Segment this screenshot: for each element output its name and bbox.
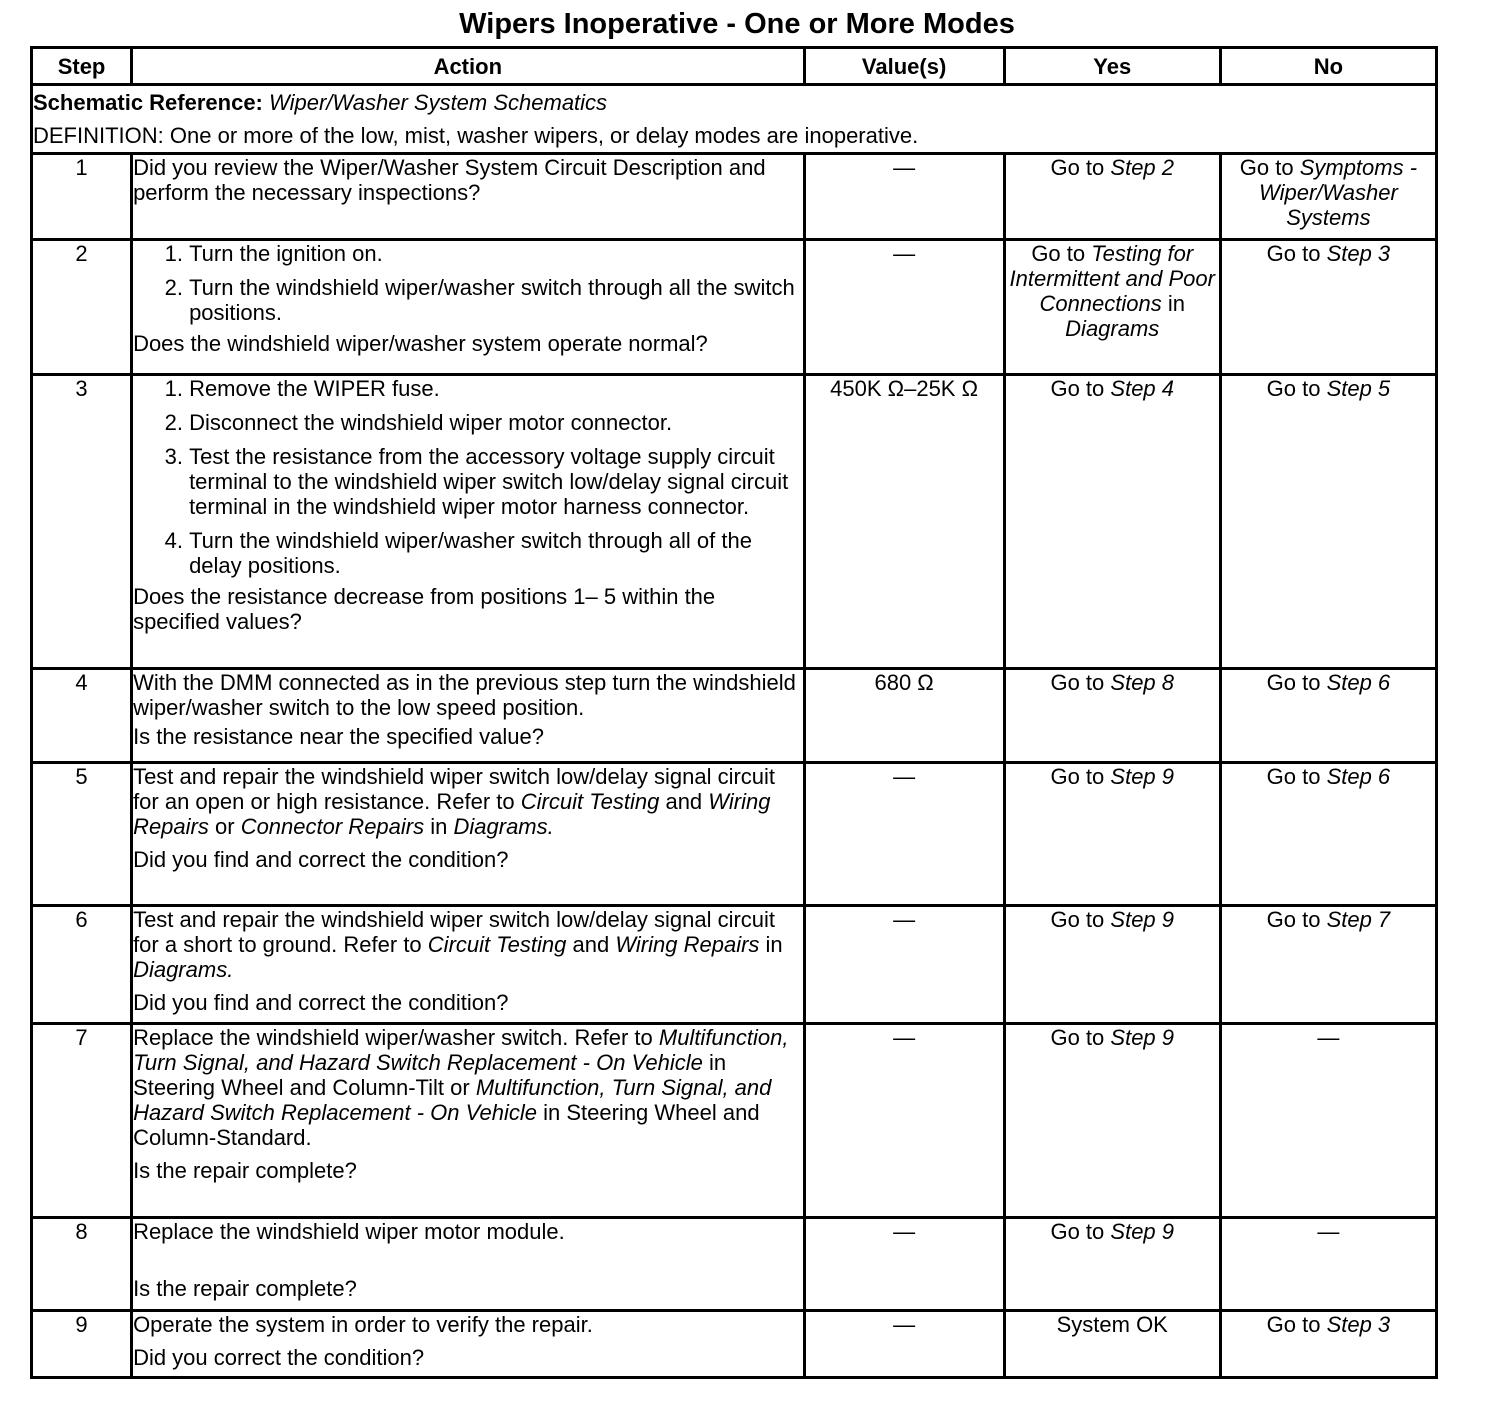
switch-replacement-link[interactable]: Multifunction, Turn Signal, and Hazard Switch Replacement - On Vehicle	[133, 1075, 772, 1125]
connector-repairs-link[interactable]: Connector Repairs	[240, 814, 425, 839]
substep-list	[133, 241, 802, 325]
step-number: 1	[32, 154, 132, 240]
go-to-text: Go to	[1266, 907, 1321, 932]
action-question: Is the repair complete?	[133, 1276, 357, 1301]
step-value: —	[804, 1024, 1004, 1218]
step-number: 6	[32, 906, 132, 1024]
go-to-text: Go to	[1031, 241, 1086, 266]
table-row	[32, 240, 1437, 375]
no-link[interactable]: Step 5	[1326, 376, 1391, 401]
table-row	[32, 1311, 1437, 1378]
step-value: —	[804, 240, 1004, 375]
step-action	[132, 669, 804, 763]
substep-item: 1. Remove the WIPER fuse.	[189, 376, 802, 401]
table-row	[32, 1024, 1437, 1218]
yes-link[interactable]: Step 9	[1110, 1219, 1175, 1244]
step-no	[1220, 906, 1436, 1024]
step-number: 7	[32, 1024, 132, 1218]
definition-text: DEFINITION: One or more of the low, mist, washer wipers, or delay modes are inoperative.	[33, 123, 919, 148]
substep-item: 2. Disconnect the windshield wiper motor connector.	[189, 410, 802, 435]
action-text: Operate the system in order to verify the repair.	[133, 1312, 593, 1337]
go-to-text: Go to	[1050, 907, 1105, 932]
yes-link[interactable]: Step 9	[1110, 907, 1175, 932]
wiring-repairs-link[interactable]: Wiring Repairs	[615, 932, 760, 957]
action-text-part: in Steering Wheel and Column-Standard.	[133, 1100, 760, 1150]
action-question: Is the resistance near the specified value?	[133, 724, 544, 749]
yes-link[interactable]: Step 4	[1110, 376, 1175, 401]
diagrams-link[interactable]: Diagrams.	[133, 957, 234, 982]
action-text-part: and	[572, 932, 610, 957]
step-value: —	[804, 154, 1004, 240]
substep-item: 2. Turn the windshield wiper/washer switch through all the switch positions.	[189, 275, 802, 325]
action-text: Replace the windshield wiper motor module.	[133, 1219, 565, 1244]
reference-row	[32, 85, 1437, 154]
step-yes	[1004, 154, 1220, 240]
action-text	[133, 1025, 802, 1150]
diagnostic-table	[30, 46, 1438, 1379]
circuit-testing-link[interactable]: Circuit Testing	[427, 932, 567, 957]
schematic-reference-label: Schematic Reference:	[33, 90, 263, 115]
no-link[interactable]: Step 7	[1326, 907, 1391, 932]
step-no	[1220, 669, 1436, 763]
step-number: 9	[32, 1311, 132, 1378]
yes-link[interactable]: Testing for Intermittent and Poor Connections	[1009, 241, 1215, 316]
step-number: 5	[32, 763, 132, 906]
action-text-part: and	[665, 789, 703, 814]
no-link[interactable]: Step 3	[1326, 241, 1391, 266]
step-value: —	[804, 1218, 1004, 1311]
go-to-text: Go to	[1050, 764, 1105, 789]
action-text-part: Test and repair the windshield wiper switch low/delay signal circuit for an open or high resistance. Refer to	[133, 764, 776, 814]
action-text: Did you review the Wiper/Washer System Circuit Description and perform the necessary inspections?	[133, 155, 766, 205]
wiring-repairs-link[interactable]: Wiring Repairs	[133, 789, 771, 839]
action-text-part: Test and repair the windshield wiper switch low/delay signal circuit for a short to ground. Refer to	[133, 907, 776, 957]
substep-list	[133, 376, 802, 578]
step-value: 680 Ω	[804, 669, 1004, 763]
no-link[interactable]: Step 3	[1326, 1312, 1391, 1337]
schematic-reference	[33, 86, 1435, 119]
go-to-text: Go to	[1266, 670, 1321, 695]
action-text-part: Replace the windshield wiper/washer switch. Refer to	[133, 1025, 653, 1050]
table-row	[32, 763, 1437, 906]
action-text	[133, 764, 802, 839]
step-no: —	[1220, 1218, 1436, 1311]
action-question: Did you find and correct the condition?	[133, 990, 509, 1015]
in-text: in	[1167, 291, 1186, 316]
step-value: —	[804, 906, 1004, 1024]
header-no: No	[1220, 48, 1436, 85]
step-no	[1220, 240, 1436, 375]
header-yes: Yes	[1004, 48, 1220, 85]
substep-item: 4. Turn the windshield wiper/washer switch through all of the delay positions.	[189, 528, 802, 578]
switch-replacement-link[interactable]: Multifunction, Turn Signal, and Hazard Switch Replacement - On Vehicle	[133, 1025, 789, 1075]
no-link[interactable]: Step 6	[1326, 764, 1391, 789]
page-title: Wipers Inoperative - One or More Modes	[459, 8, 1015, 40]
header-row	[32, 48, 1437, 85]
step-no	[1220, 154, 1436, 240]
yes-link[interactable]: Step 9	[1110, 764, 1175, 789]
step-yes	[1004, 669, 1220, 763]
substep-item: 1. Turn the ignition on.	[189, 241, 802, 266]
action-text: With the DMM connected as in the previous step turn the windshield wiper/washer switch to the low speed position.	[133, 670, 796, 720]
step-number: 3	[32, 375, 132, 669]
step-action	[132, 1218, 804, 1311]
action-question: Did you find and correct the condition?	[133, 847, 509, 872]
step-value: 450K Ω–25K Ω	[804, 375, 1004, 669]
step-number: 2	[32, 240, 132, 375]
step-yes	[1004, 1024, 1220, 1218]
no-link[interactable]: Symptoms - Wiper/Washer Systems	[1259, 155, 1418, 230]
step-no: —	[1220, 1024, 1436, 1218]
header-values: Value(s)	[804, 48, 1004, 85]
table-row	[32, 375, 1437, 669]
step-no	[1220, 375, 1436, 669]
table-row	[32, 906, 1437, 1024]
circuit-testing-link[interactable]: Circuit Testing	[520, 789, 660, 814]
diagrams-link[interactable]: Diagrams.	[453, 814, 554, 839]
step-no	[1220, 763, 1436, 906]
go-to-text: Go to	[1266, 764, 1321, 789]
step-yes	[1004, 763, 1220, 906]
table-row	[32, 1218, 1437, 1311]
step-action	[132, 240, 804, 375]
step-action	[132, 906, 804, 1024]
yes-link[interactable]: Step 2	[1110, 155, 1175, 180]
go-to-text: Go to	[1050, 670, 1105, 695]
yes-link[interactable]: Step 9	[1110, 1025, 1175, 1050]
go-to-text: Go to	[1266, 241, 1321, 266]
step-yes	[1004, 906, 1220, 1024]
yes-link-location[interactable]: Diagrams	[1065, 316, 1160, 341]
step-value: —	[804, 1311, 1004, 1378]
step-yes	[1004, 1218, 1220, 1311]
step-yes	[1004, 240, 1220, 375]
yes-link[interactable]: Step 8	[1110, 670, 1175, 695]
go-to-text: Go to	[1050, 155, 1105, 180]
step-action	[132, 763, 804, 906]
action-text-part: in	[430, 814, 448, 839]
step-yes	[1004, 375, 1220, 669]
step-number: 8	[32, 1218, 132, 1311]
step-action	[132, 375, 804, 669]
step-action	[132, 154, 804, 240]
action-text-part: or	[215, 814, 235, 839]
header-step: Step	[32, 48, 132, 85]
go-to-text: Go to	[1050, 1025, 1105, 1050]
go-to-text: Go to	[1050, 1219, 1105, 1244]
step-action	[132, 1311, 804, 1378]
action-question: Did you correct the condition?	[133, 1345, 425, 1370]
action-text-part: in	[765, 932, 783, 957]
no-link[interactable]: Step 6	[1326, 670, 1391, 695]
table-row	[32, 154, 1437, 240]
go-to-text: Go to	[1239, 155, 1294, 180]
reference-cell	[32, 85, 1437, 154]
action-text	[133, 907, 802, 982]
step-action	[132, 1024, 804, 1218]
action-text-part: in Steering Wheel and Column-Tilt or	[133, 1050, 727, 1100]
go-to-text: Go to	[1266, 376, 1321, 401]
step-no	[1220, 1311, 1436, 1378]
header-action: Action	[132, 48, 804, 85]
action-question: Does the resistance decrease from positions 1– 5 within the specified values?	[133, 584, 716, 634]
step-value: —	[804, 763, 1004, 906]
step-yes: System OK	[1004, 1311, 1220, 1378]
substep-item: 3. Test the resistance from the accessory voltage supply circuit terminal to the windshield wiper switch low/delay signal circuit terminal in the windshield wiper motor harness connector.	[189, 444, 802, 519]
schematic-reference-link[interactable]: Wiper/Washer System Schematics	[269, 90, 608, 115]
go-to-text: Go to	[1050, 376, 1105, 401]
step-number: 4	[32, 669, 132, 763]
action-question: Does the windshield wiper/washer system operate normal?	[133, 331, 708, 356]
table-row	[32, 669, 1437, 763]
go-to-text: Go to	[1266, 1312, 1321, 1337]
action-question: Is the repair complete?	[133, 1158, 357, 1183]
